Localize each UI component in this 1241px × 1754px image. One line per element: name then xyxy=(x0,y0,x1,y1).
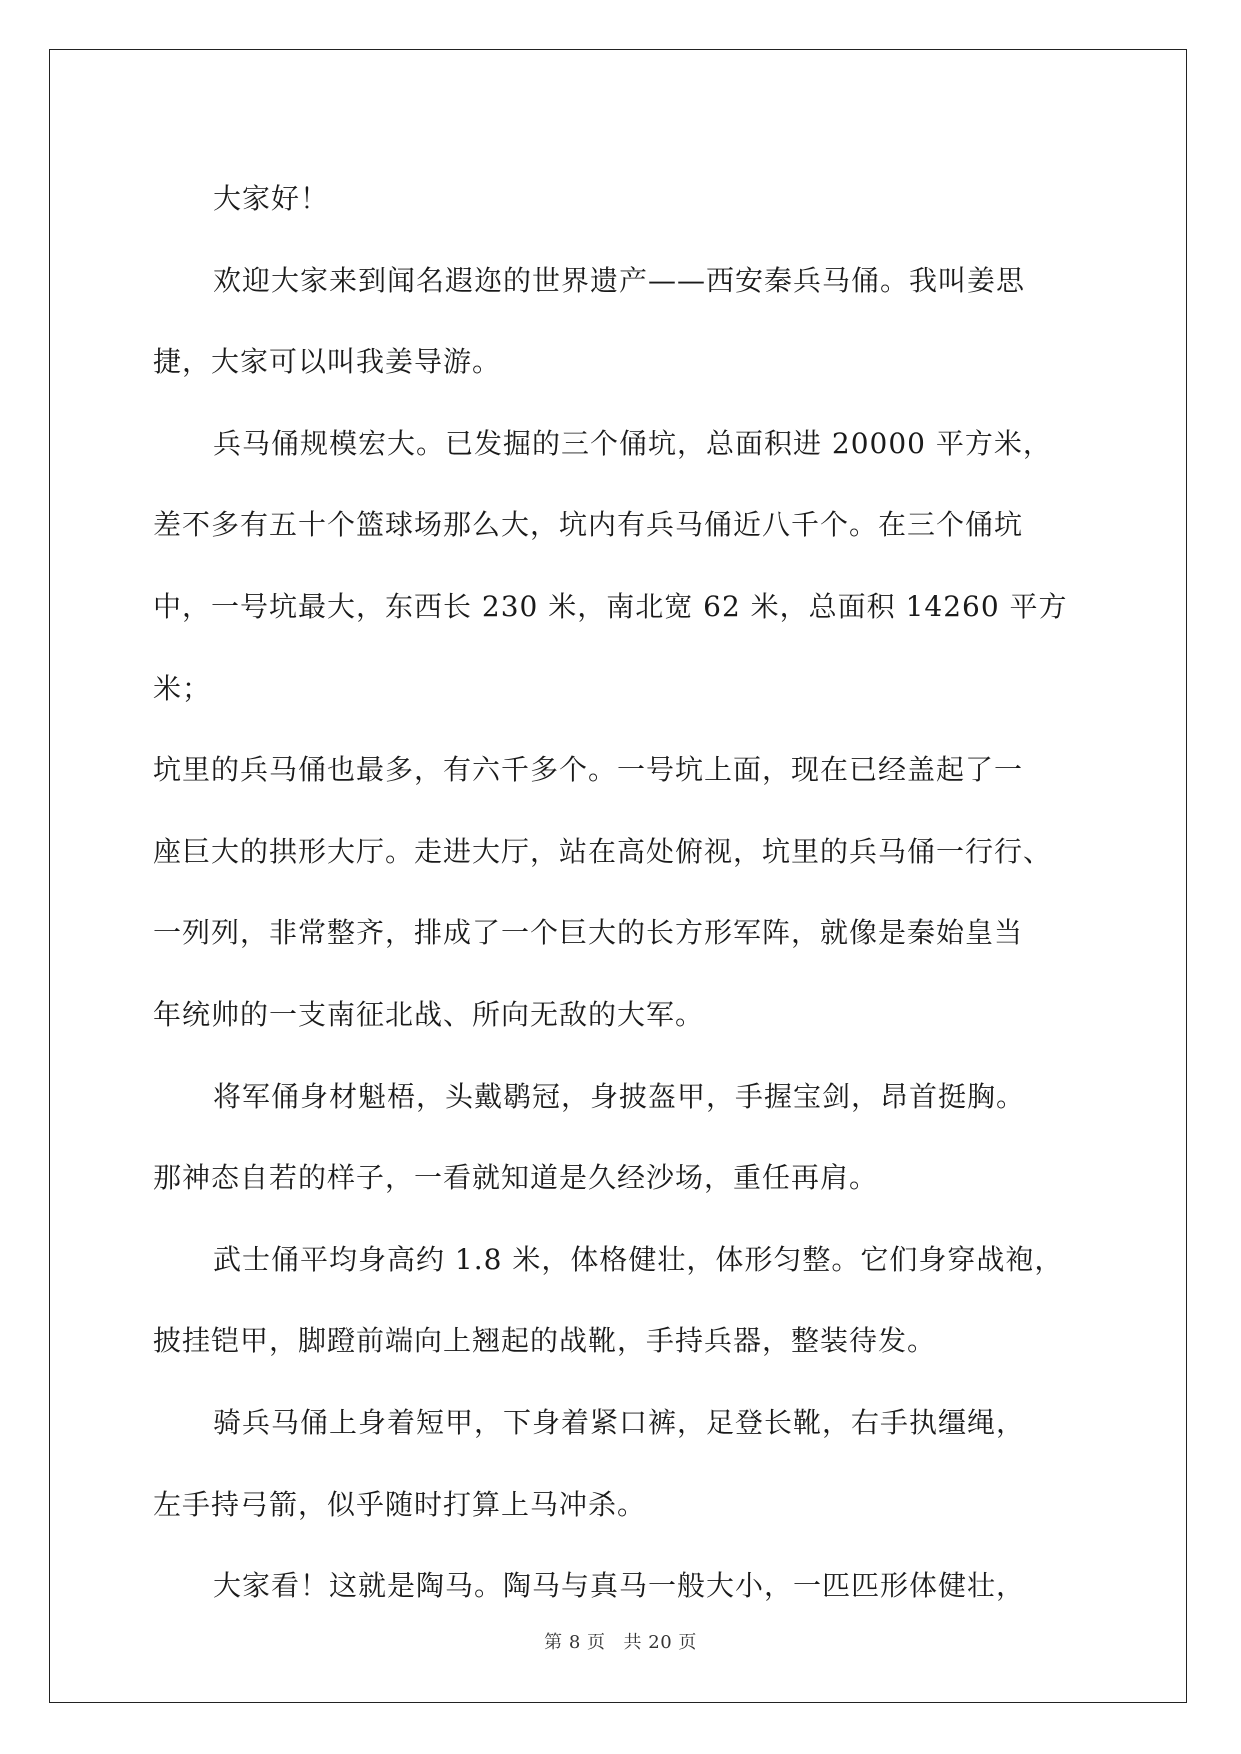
page-number: 第 8 页 xyxy=(544,1632,606,1653)
paragraph-warrior-figure: 武士俑平均身高约 1.8 米，体格健壮，体形匀整。它们身穿战袍， 披挂铠甲，脚蹬前端向上翘起的战靴，手持兵器，整装待发。 xyxy=(153,1242,1064,1358)
paragraph-scale: 兵马俑规模宏大。已发掘的三个俑坑，总面积进 20000 平方米， 差不多有五十个篮球场那么大，坑内有兵马俑近八千个。在三个俑坑 中，一号坑最大，东西长 230 米，南北宽 62 米，总面积 14260 平方米； 坑里的兵马俑也最多，有六千多个。一号坑上面，现在已经盖起了一 座巨大的拱形大厅。走进大厅，站在高处俯视，坑里的兵马俑一行行、 一列列，非常整齐，排成了一个巨大的长方形军阵，就像是秦始皇当 年统帅的一支南征北战、所向无敌的大军。 xyxy=(153,426,1068,1031)
paragraph-general-figure: 将军俑身材魁梧，头戴鹖冠，身披盔甲，手握宝剑，昂首挺胸。 那神态自若的样子，一看就知道是久经沙场，重任再肩。 xyxy=(153,1079,1026,1195)
paragraph-greeting: 大家好！ xyxy=(213,182,330,215)
page-footer xyxy=(0,1628,1241,1654)
page-total: 共 20 页 xyxy=(623,1632,697,1653)
document-body xyxy=(153,158,1093,1627)
paragraph-cavalry-figure: 骑兵马俑上身着短甲，下身着紧口裤，足登长靴，右手执缰绳， 左手持弓箭，似乎随时打算上马冲杀。 xyxy=(153,1405,1026,1521)
paragraph-pottery-horse: 大家看！这就是陶马。陶马与真马一般大小，一匹匹形体健壮， xyxy=(213,1569,1026,1603)
paragraph-welcome: 欢迎大家来到闻名遐迩的世界遗产——西安秦兵马俑。我叫姜思 捷，大家可以叫我姜导游。 xyxy=(153,263,1026,379)
